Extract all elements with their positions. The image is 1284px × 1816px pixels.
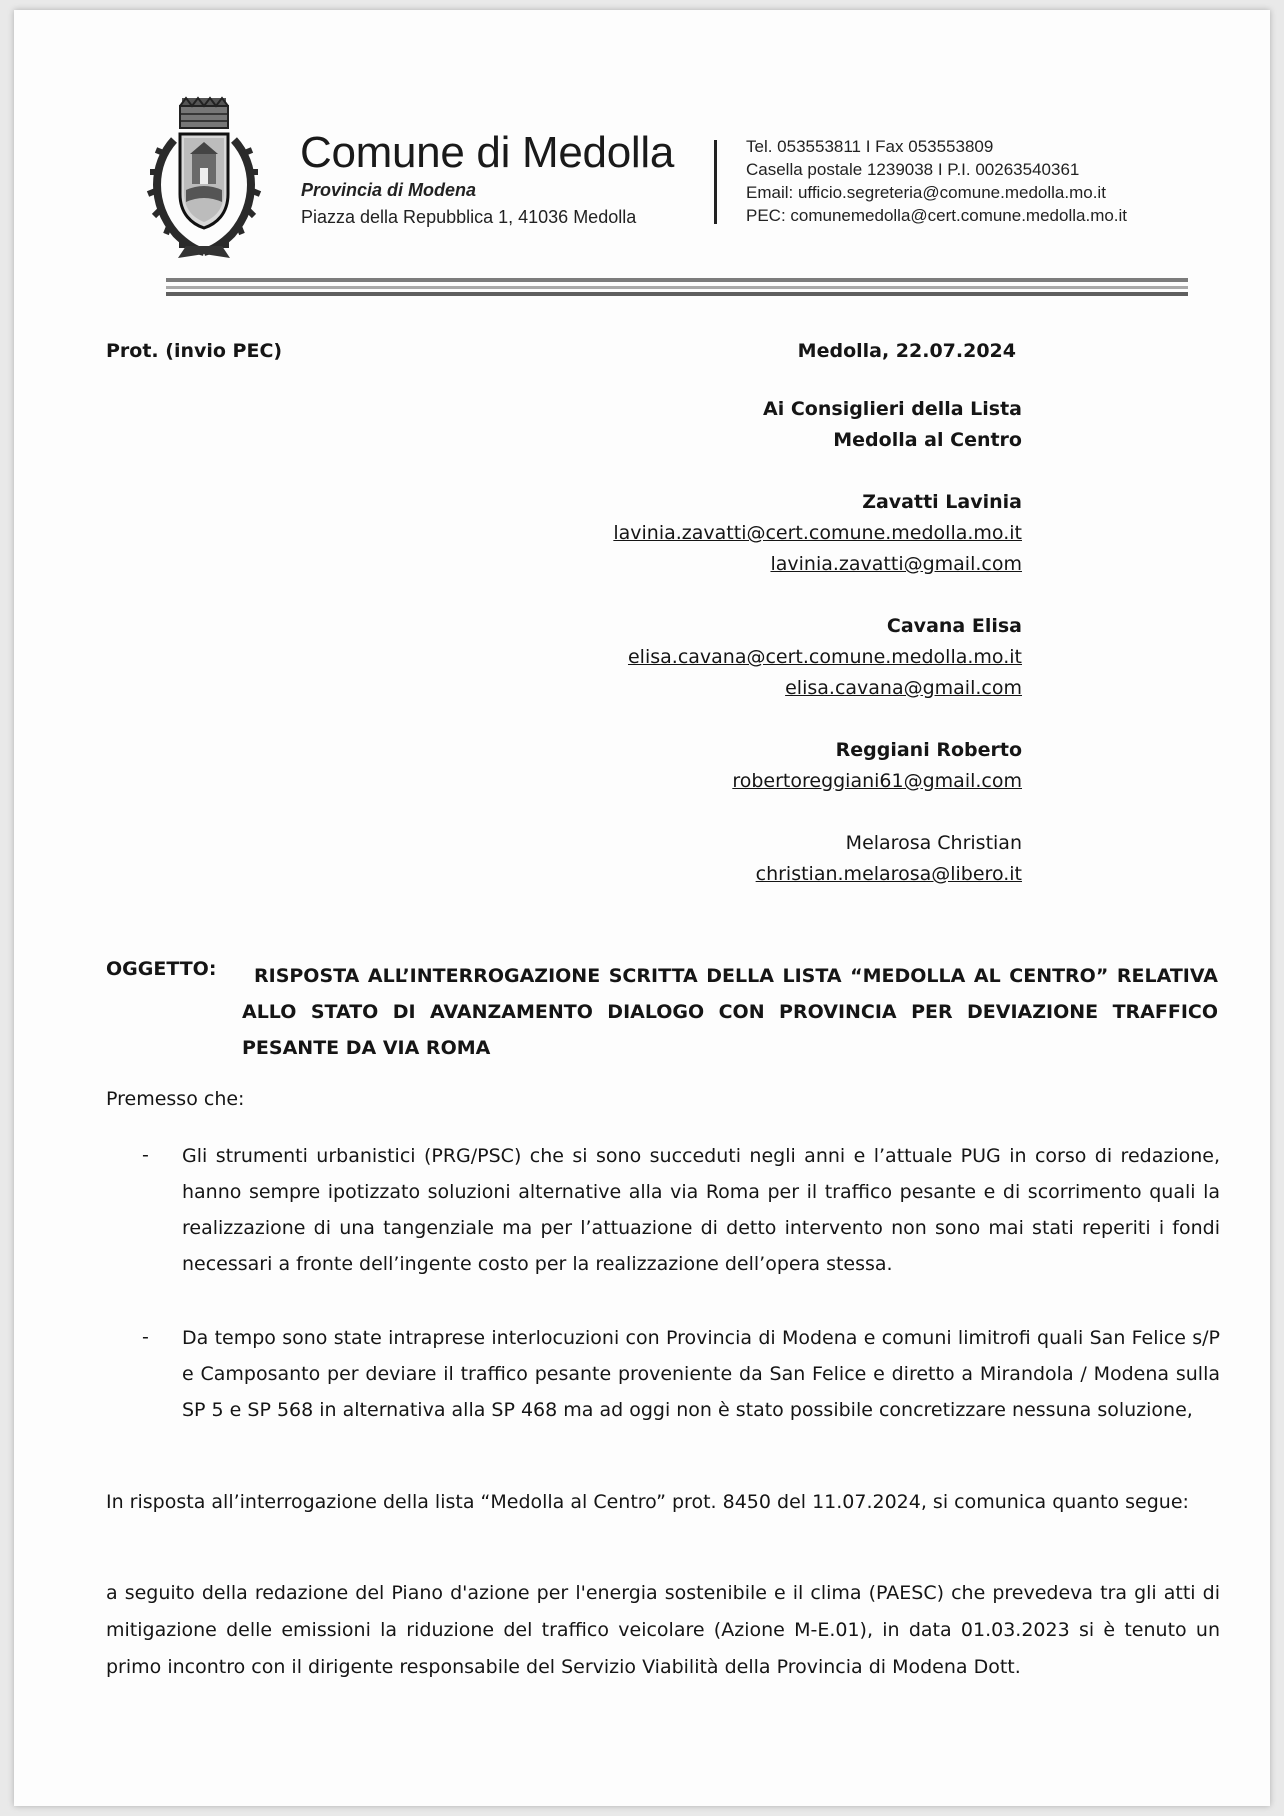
organization-name: Comune di Medolla bbox=[300, 128, 674, 177]
contact-postal-vat: Casella postale 1239038 I P.I. 00263540361 bbox=[746, 160, 1080, 179]
place-and-date: Medolla, 22.07.2024 bbox=[797, 340, 1016, 362]
bullet-item: Gli strumenti urbanistici (PRG/PSC) che si sono succeduti negli anni e l’attuale PUG in corso di redazione, hanno sempre ipotizzato soluzioni alternative alla via Roma per il traffico pesante e di scorrimento quali la realizzazione di una tangenziale ma per l’attuazione di detto intervento non sono mai stati reperiti i fondi necessari a fronte dell’ingente costo per la realizzazione dell’opera stessa. bbox=[182, 1145, 1220, 1275]
header-divider bbox=[714, 140, 717, 224]
body-paragraph: a seguito della redazione del Piano d'azione per l'energia sostenibile e il clima (PAESC) che prevedeva tra gli atti di mitigazione delle emissioni la riduzione del traffico veicolare (Azione M-E.01), in data 01.03.2023 si è tenuto un primo incontro con il dirigente responsabile del Servizio Viabilità della Provincia di Modena Dott. bbox=[106, 1582, 1220, 1678]
contact-email: Email: ufficio.segreteria@comune.medolla.mo.it bbox=[746, 183, 1106, 202]
contact-block bbox=[746, 135, 1127, 227]
letter-page bbox=[14, 10, 1270, 1806]
recipient-email-link[interactable]: christian.melarosa@libero.it bbox=[755, 863, 1022, 885]
letterhead-rule bbox=[166, 292, 1188, 296]
recipient-email-link[interactable]: elisa.cavana@cert.comune.medolla.mo.it bbox=[627, 646, 1022, 668]
recipient-email-link[interactable]: robertoreggiani61@gmail.com bbox=[732, 770, 1022, 792]
body-paragraph: In risposta all’interrogazione della lista “Medolla al Centro” prot. 8450 del 11.07.2024, si comunica quanto segue: bbox=[106, 1491, 1189, 1513]
recipient-name: Zavatti Lavinia bbox=[862, 491, 1022, 513]
recipients-group-line: Medolla al Centro bbox=[833, 429, 1022, 451]
letterhead-rule bbox=[166, 278, 1188, 282]
coat-of-arms-icon bbox=[146, 94, 262, 262]
organization-address: Piazza della Repubblica 1, 41036 Medolla bbox=[301, 207, 637, 227]
recipient-email-link[interactable]: elisa.cavana@gmail.com bbox=[785, 677, 1022, 699]
recipient-name: Melarosa Christian bbox=[845, 832, 1022, 854]
bullet-marker: - bbox=[142, 1326, 149, 1348]
recipients-group-line: Ai Consiglieri della Lista bbox=[763, 398, 1022, 420]
bullet-item: Da tempo sono state intraprese interlocuzioni con Provincia di Modena e comuni limitrofi quali San Felice s/P e Camposanto per deviare il traffico pesante proveniente da San Felice e diretto a Mirandola / Modena sulla SP 5 e SP 568 in alternativa alla SP 468 ma ad oggi non è stato possibile concretizzare nessuna soluzione, bbox=[182, 1327, 1220, 1421]
contact-pec: PEC: comunemedolla@cert.comune.medolla.mo.it bbox=[746, 206, 1128, 225]
letterhead-rule bbox=[166, 286, 1188, 289]
recipient-name: Reggiani Roberto bbox=[835, 739, 1022, 761]
subject-text: RISPOSTA ALL’INTERROGAZIONE SCRITTA DELLA LISTA “MEDOLLA AL CENTRO” RELATIVA ALLO STATO DI AVANZAMENTO DIALOGO CON PROVINCIA PER DEVIAZIONE TRAFFICO PESANTE DA VIA ROMA bbox=[242, 965, 1218, 1059]
recipient-email-link[interactable]: lavinia.zavatti@cert.comune.medolla.mo.it bbox=[613, 522, 1022, 544]
recipient-name: Cavana Elisa bbox=[886, 615, 1022, 637]
recipients-block bbox=[613, 394, 1022, 890]
subject-label: OGGETTO: bbox=[106, 958, 217, 980]
recipient-email-link[interactable]: lavinia.zavatti@gmail.com bbox=[770, 553, 1022, 575]
organization-province: Provincia di Modena bbox=[301, 180, 477, 200]
bullet-marker: - bbox=[142, 1144, 149, 1166]
intro-text: Premesso che: bbox=[106, 1088, 245, 1110]
protocol-label: Prot. (invio PEC) bbox=[106, 340, 283, 362]
contact-phone-fax: Tel. 053553811 I Fax 053553809 bbox=[746, 137, 994, 156]
